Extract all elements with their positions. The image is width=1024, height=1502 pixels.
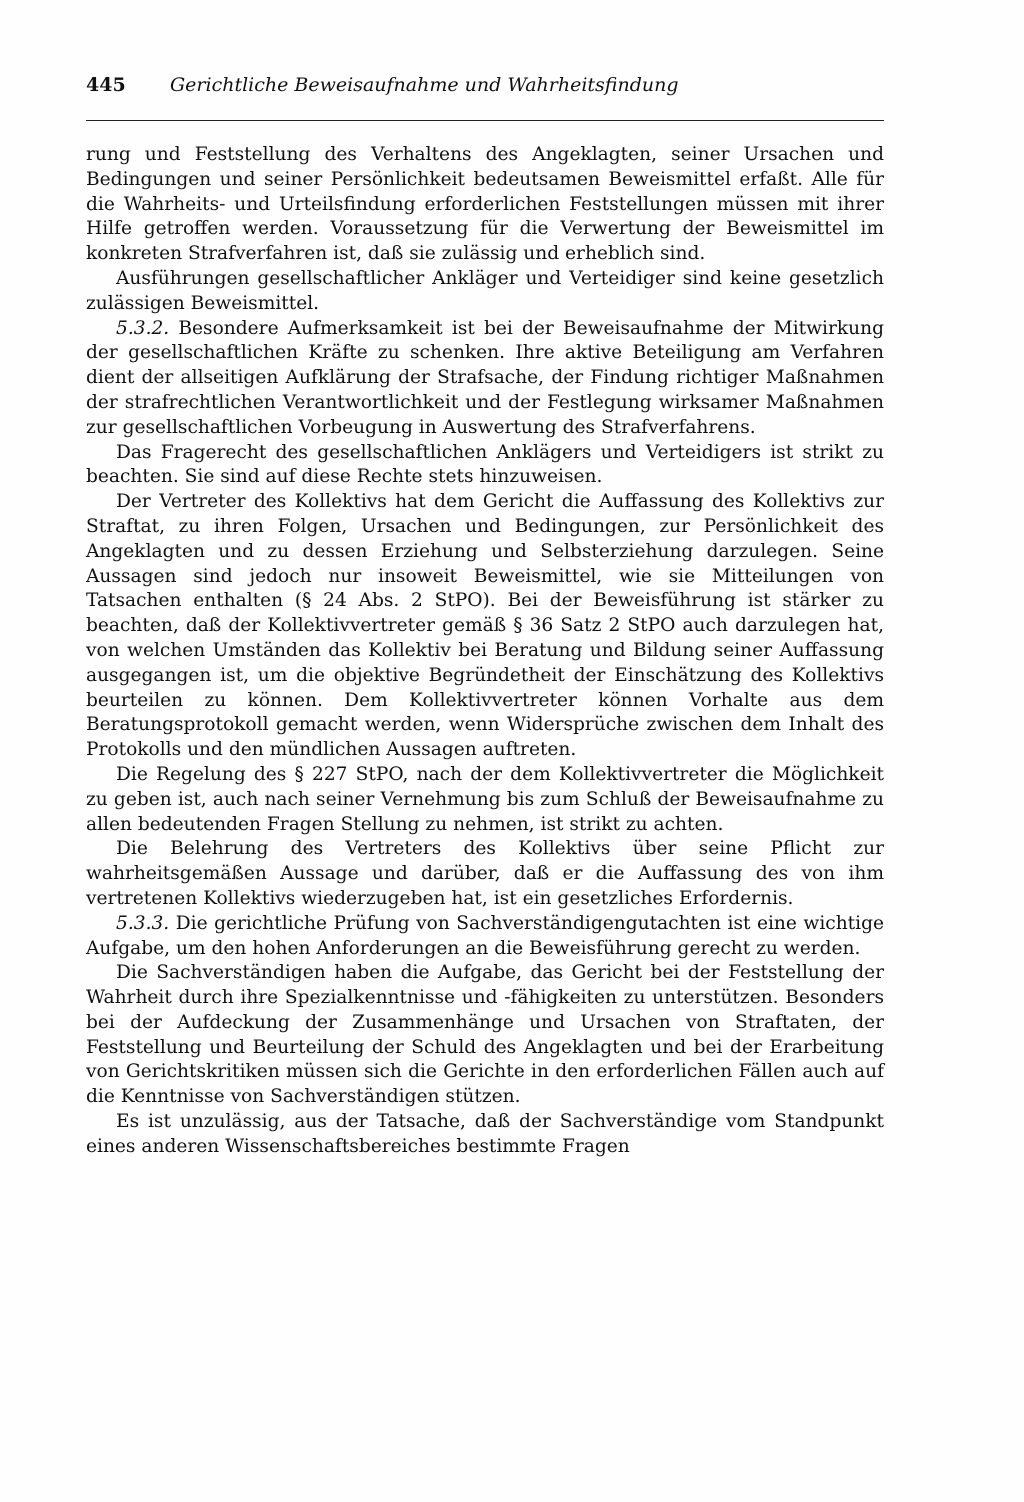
paragraph-4 (86, 441, 884, 491)
paragraph-9 (86, 961, 884, 1110)
header-rule (86, 120, 884, 121)
paragraph-7 (86, 837, 884, 911)
paragraph-text: Das Fragerecht des gesellschaftlichen Anklägers und Verteidigers ist strikt zu beachten. Sie sind auf diese Rechte stets hinzuweisen. (86, 441, 884, 488)
section-number: 5.3.2. (116, 317, 170, 339)
paragraph-text: Besondere Aufmerksamkeit ist bei der Beweisaufnahme der Mitwirkung der gesellschaftlichen Kräfte zu schenken. Ihre aktive Beteiligung am Verfahren dient der allseitigen Aufklärung der Strafsache, der Findung richtiger Maßnahmen der strafrechtlichen Verantwortlichkeit und der Festlegung wirksamer Maßnahmen zur gesellschaftlichen Vorbeugung in Auswertung des Strafverfahrens. (86, 317, 884, 438)
page-number: 445 (86, 74, 126, 96)
paragraph-10 (86, 1110, 884, 1160)
running-title: Gerichtliche Beweisaufnahme und Wahrheitsfindung (170, 74, 679, 96)
paragraph-1 (86, 143, 884, 267)
paragraph-text: Die gerichtliche Prüfung von Sachverständigengutachten ist eine wichtige Aufgabe, um den hohen Anforderungen an die Beweisführung gerecht zu werden. (86, 912, 884, 959)
paragraph-3 (86, 317, 884, 441)
paragraph-text: Ausführungen gesellschaftlicher Ankläger und Verteidiger sind keine gesetzlich zulässigen Beweismittel. (86, 267, 884, 314)
section-number: 5.3.3. (116, 912, 170, 934)
page-header (86, 74, 884, 104)
paragraph-8 (86, 912, 884, 962)
body-text (86, 143, 884, 1160)
paragraph-5 (86, 490, 884, 763)
paragraph-text: Die Belehrung des Vertreters des Kollektivs über seine Pflicht zur wahrheitsgemäßen Aussage und darüber, daß er die Auffassung des von ihm vertretenen Kollektivs wiederzugeben hat, ist ein gesetzliches Erfordernis. (86, 838, 884, 909)
paragraph-2 (86, 267, 884, 317)
paragraph-text: Der Vertreter des Kollektivs hat dem Gericht die Auffassung des Kollektivs zur Straftat, zu ihren Folgen, Ursachen und Bedingungen, zur Persönlichkeit des Angeklagten und zu dessen Erziehung und Selbsterziehung darzulegen. Seine Aussagen sind jedoch nur insoweit Beweismittel, wie sie Mitteilungen von Tatsachen enthalten (§ 24 Abs. 2 StPO). Bei der Beweisführung ist stärker zu beachten, daß der Kollektivvertreter gemäß § 36 Satz 2 StPO auch darzulegen hat, von welchen Umständen das Kollektiv bei Beratung und Bildung seiner Auffassung ausgegangen ist, um die objektive Begründetheit der Einschätzung des Kollektivs beurteilen zu können. Dem Kollektivvertreter können Vorhalte aus dem Beratungsprotokoll gemacht werden, wenn Widersprüche zwischen dem Inhalt des Protokolls und den mündlichen Aussagen auftreten. (86, 491, 884, 761)
paragraph-text: Die Regelung des § 227 StPO, nach der dem Kollektivvertreter die Möglichkeit zu geben ist, auch nach seiner Vernehmung bis zum Schluß der Beweisaufnahme zu allen bedeutenden Fragen Stellung zu nehmen, ist strikt zu achten. (86, 763, 884, 835)
paragraph-6 (86, 763, 884, 837)
paragraph-text: rung und Feststellung des Verhaltens des Angeklagten, seiner Ursachen und Bedingungen und seiner Persönlichkeit bedeutsamen Beweismittel erfaßt. Alle für die Wahrheits- und Urteilsfindung erforderlichen Feststellungen müssen mit ihrer Hilfe getroffen werden. Voraussetzung für die Verwertung der Beweismittel im konkreten Strafverfahren ist, daß sie zulässig und erheblich sind. (86, 144, 884, 265)
paragraph-text: Es ist unzulässig, aus der Tatsache, daß der Sachverständige vom Standpunkt eines anderen Wissenschaftsbereiches bestimmte Fragen (86, 1111, 884, 1157)
paragraph-text: Die Sachverständigen haben die Aufgabe, das Gericht bei der Feststellung der Wahrheit durch ihre Spezialkenntnisse und -fähigkeiten zu unterstützen. Besonders bei der Aufdeckung der Zusammenhänge und Ursachen von Straftaten, der Feststellung und Beurteilung der Schuld des Angeklagten und bei der Erarbeitung von Gerichtskritiken müssen sich die Gerichte in den erforderlichen Fällen auch auf die Kenntnisse von Sachverständigen stützen. (86, 962, 884, 1108)
